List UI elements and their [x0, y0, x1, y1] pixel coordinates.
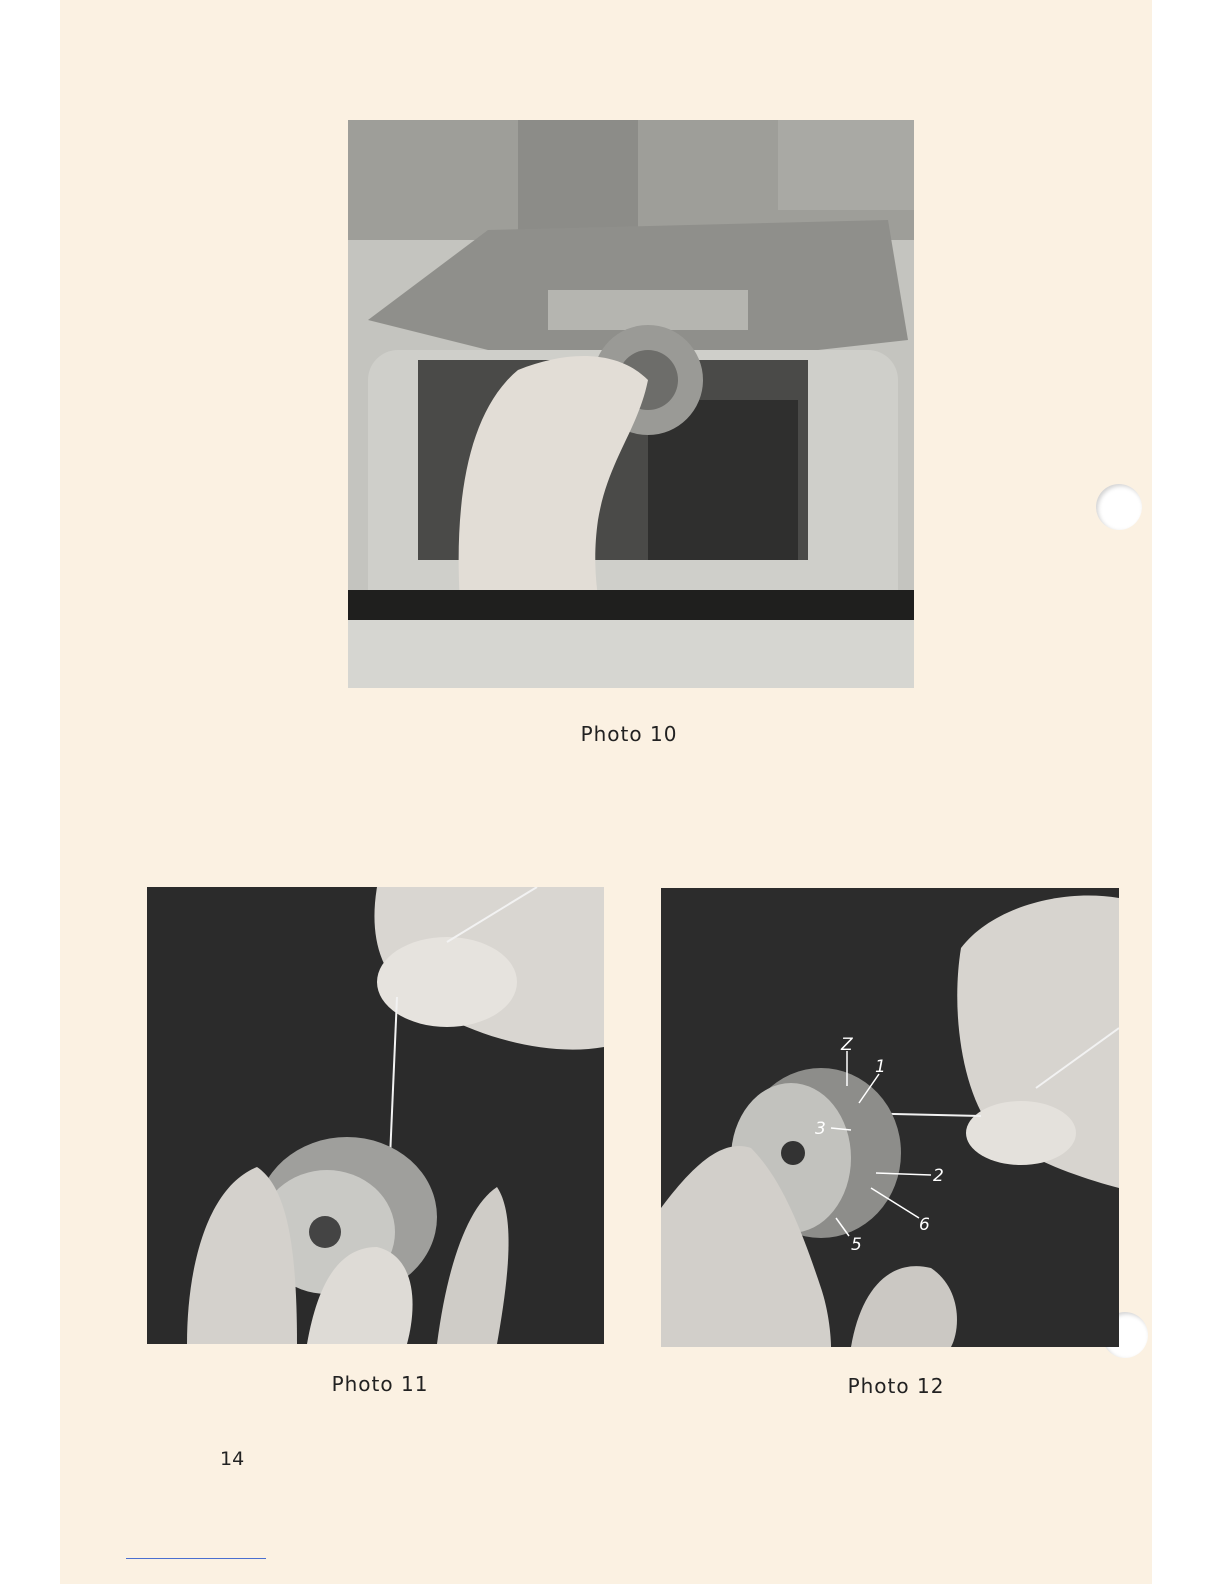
photo-11-caption: Photo 11 [331, 1372, 429, 1396]
punch-hole-upper [1096, 484, 1142, 530]
photo-11-image [147, 887, 604, 1344]
callout-3: 3 [815, 1119, 826, 1139]
callout-z: Z [841, 1035, 853, 1055]
photo-10-caption: Photo 10 [580, 722, 678, 746]
callout-1: 1 [875, 1057, 886, 1077]
photo-10-image [348, 120, 914, 688]
callout-5: 5 [851, 1235, 862, 1255]
footer-rule [126, 1558, 266, 1559]
page-number: 14 [220, 1448, 245, 1470]
photo-12-caption: Photo 12 [847, 1374, 945, 1398]
photo-12-image [661, 888, 1119, 1347]
callout-2: 2 [933, 1166, 944, 1186]
callout-6: 6 [919, 1215, 930, 1235]
